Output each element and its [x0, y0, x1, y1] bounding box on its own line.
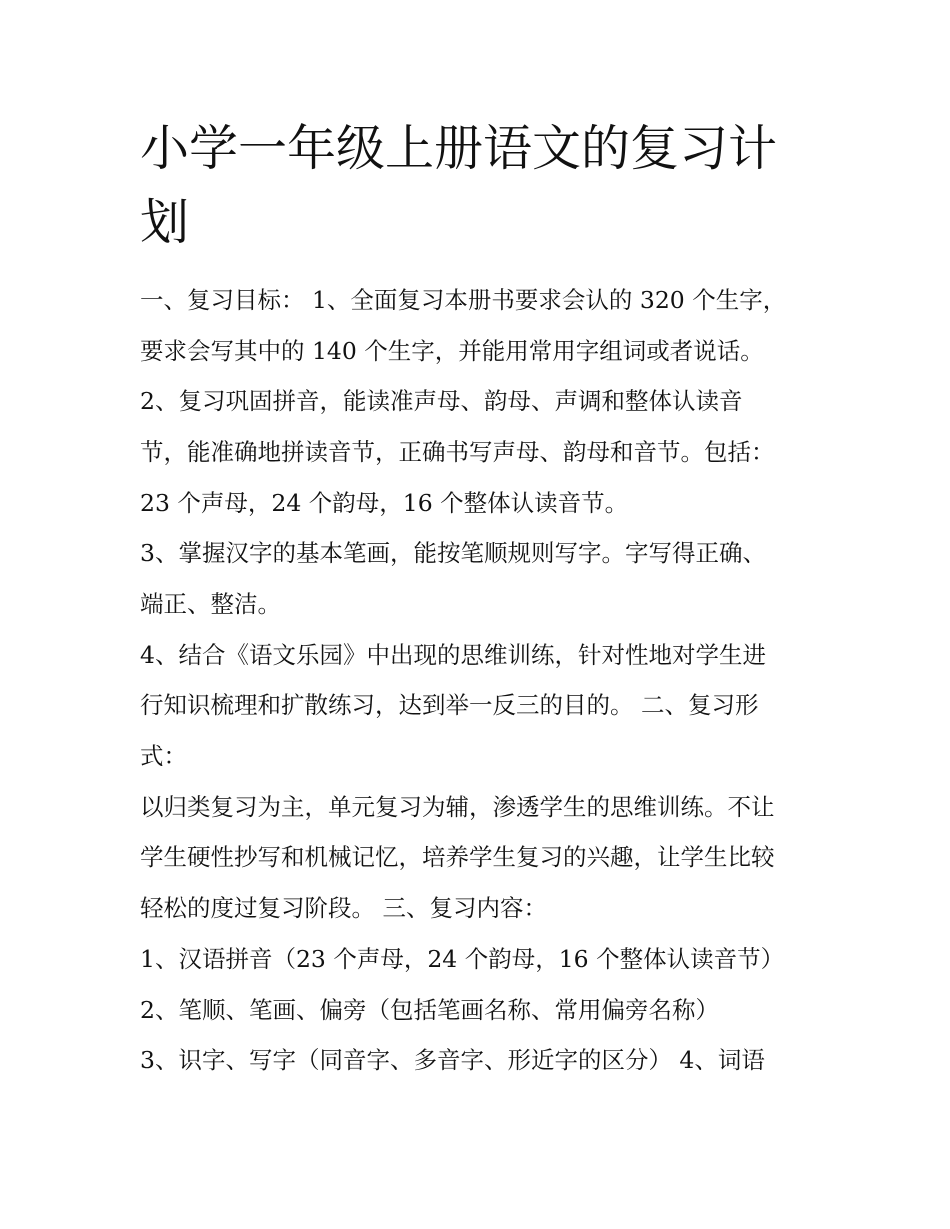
body-line-14: 1、汉语拼音（23 个声母，24 个韵母，16 个整体认读音节） [140, 945, 785, 973]
body-line-10: 式： [140, 742, 187, 770]
body-line-2: 要求会写其中的 140 个生字，并能用常用字组词或者说话。 [140, 337, 764, 365]
body-line-11: 以归类复习为主，单元复习为辅，渗透学生的思维训练。不让 [140, 793, 775, 821]
body-line-1: 一、复习目标： 1、全面复习本册书要求会认的 320 个生字， [140, 286, 787, 314]
body-line-12: 学生硬性抄写和机械记忆，培养学生复习的兴趣，让学生比较 [140, 843, 775, 871]
body-line-8: 4、结合《语文乐园》中出现的思维训练，针对性地对学生进 [140, 641, 766, 669]
body-line-6: 3、掌握汉字的基本笔画，能按笔顺规则写字。字写得正确、 [140, 539, 766, 567]
body-line-16: 3、识字、写字（同音字、多音字、形近字的区分） 4、词语 [140, 1046, 765, 1074]
body-line-7: 端正、整洁。 [140, 590, 281, 618]
body-line-5: 23 个声母，24 个韵母，16 个整体认读音节。 [140, 489, 629, 517]
body-line-4: 节，能准确地拼读音节，正确书写声母、韵母和音节。包括： [140, 438, 775, 466]
body-line-9: 行知识梳理和扩散练习，达到举一反三的目的。 二、复习形 [140, 691, 759, 719]
body-line-13: 轻松的度过复习阶段。 三、复习内容： [140, 894, 547, 922]
body-line-3: 2、复习巩固拼音，能读准声母、韵母、声调和整体认读音 [140, 387, 743, 415]
body-line-15: 2、笔顺、笔画、偏旁（包括笔画名称、常用偏旁名称） [140, 996, 719, 1024]
document-title: 小学一年级上册语文的复习计划 [140, 120, 778, 251]
